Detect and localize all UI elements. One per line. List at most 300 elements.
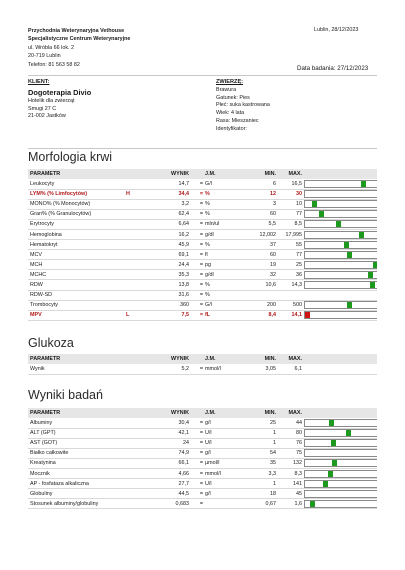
param-flag — [124, 250, 146, 260]
param-unit: mmol/l — [203, 468, 228, 478]
range-cell — [302, 290, 377, 300]
table-row — [28, 479, 377, 489]
table-row — [28, 290, 377, 300]
client-line1: Hotelik dla zwierząt — [28, 97, 75, 104]
param-max: 141 — [276, 479, 302, 489]
param-min: 3 — [228, 199, 276, 209]
param-eq: = — [189, 458, 203, 468]
table-row — [28, 179, 377, 189]
range-bar — [304, 241, 377, 249]
param-value: 24 — [146, 438, 189, 448]
param-max: 1,6 — [276, 499, 302, 509]
patient-id: Identyfikator: — [216, 125, 247, 132]
param-name: MONO% (% Monocytów) — [28, 199, 124, 209]
header-min: MIN. — [228, 408, 276, 418]
param-eq: = — [189, 468, 203, 478]
section-title-glucose: Glukoza — [28, 336, 74, 350]
param-eq: = — [189, 179, 203, 189]
range-marker — [344, 242, 349, 248]
param-value: 7,5 — [146, 310, 189, 320]
table-row — [28, 209, 377, 219]
range-bar — [304, 480, 377, 488]
param-max: 25 — [276, 260, 302, 270]
table-header-row — [28, 354, 377, 364]
param-eq: = — [189, 189, 203, 199]
param-flag — [124, 499, 146, 509]
param-unit: G/l — [203, 300, 228, 310]
range-marker — [373, 262, 378, 268]
header-result: WYNIK — [146, 169, 189, 179]
header-unit: J.M. — [203, 408, 228, 418]
range-marker — [346, 430, 351, 436]
param-flag — [124, 468, 146, 478]
range-cell — [302, 479, 377, 489]
client-header: KLIENT: — [28, 79, 50, 85]
param-value: 42,1 — [146, 428, 189, 438]
param-unit: g/l — [203, 418, 228, 428]
patient-sex: Płeć: suka kastrowana — [216, 102, 270, 109]
param-value: 34,4 — [146, 189, 189, 199]
place-date: Lublin, 28/12/2023 — [314, 27, 359, 33]
param-min: 18 — [228, 489, 276, 499]
param-eq: = — [189, 229, 203, 239]
client-block — [28, 79, 91, 121]
clinic-name: Przychodnia Weterynaryjna Vethouse — [28, 28, 125, 34]
range-marker — [368, 272, 373, 278]
param-unit: g/dl — [203, 229, 228, 239]
range-marker — [323, 481, 328, 487]
param-name: RDW — [28, 280, 124, 290]
range-bar — [304, 261, 377, 269]
param-max: 30 — [276, 189, 302, 199]
range-bar — [304, 311, 377, 319]
param-flag — [124, 219, 146, 229]
param-flag — [124, 260, 146, 270]
param-unit: g/l — [203, 489, 228, 499]
client-divider — [28, 148, 377, 149]
param-min: 10,6 — [228, 280, 276, 290]
range-cell — [302, 364, 377, 374]
header-result: WYNIK — [146, 354, 189, 364]
table-header-row — [28, 408, 377, 418]
param-unit: U/l — [203, 428, 228, 438]
header-param: PARAMETR — [28, 408, 124, 418]
header-max: MAX. — [276, 408, 302, 418]
header-eq — [189, 169, 203, 179]
param-unit: g/l — [203, 448, 228, 458]
param-unit: U/l — [203, 438, 228, 448]
param-name: AST (GOT) — [28, 438, 124, 448]
param-max: 77 — [276, 250, 302, 260]
param-name: MCV — [28, 250, 124, 260]
header-flag — [124, 169, 146, 179]
param-unit: % — [203, 209, 228, 219]
table-row — [28, 280, 377, 290]
header-max: MAX. — [276, 169, 302, 179]
range-bar — [304, 301, 377, 309]
header-eq — [189, 354, 203, 364]
table-row — [28, 310, 377, 320]
param-eq: = — [189, 489, 203, 499]
param-unit: % — [203, 199, 228, 209]
exam-date: Data badania: 27/12/2023 — [297, 65, 369, 72]
param-flag — [124, 229, 146, 239]
range-cell — [302, 428, 377, 438]
param-unit: % — [203, 290, 228, 300]
header-max: MAX. — [276, 354, 302, 364]
table-row — [28, 270, 377, 280]
range-cell — [302, 199, 377, 209]
param-value: 24,4 — [146, 260, 189, 270]
param-flag — [124, 199, 146, 209]
param-eq: = — [189, 219, 203, 229]
param-name: Leukocyty — [28, 179, 124, 189]
table-row — [28, 250, 377, 260]
range-bar — [304, 190, 377, 198]
section-title-results: Wyniki badań — [28, 388, 103, 402]
table-row — [28, 260, 377, 270]
range-bar — [304, 490, 377, 498]
param-name: Hemoglobina — [28, 229, 124, 239]
param-max: 17,995 — [276, 229, 302, 239]
range-cell — [302, 310, 377, 320]
header-range-bar — [302, 169, 377, 179]
table-row — [28, 199, 377, 209]
range-cell — [302, 280, 377, 290]
param-flag — [124, 179, 146, 189]
header-divider — [28, 75, 377, 76]
param-min: 12,002 — [228, 229, 276, 239]
range-marker — [370, 282, 375, 288]
range-marker — [347, 252, 352, 258]
param-flag — [124, 290, 146, 300]
param-name: RDW-SD — [28, 290, 124, 300]
param-eq: = — [189, 290, 203, 300]
param-name: Stosunek albuminy/globuliny — [28, 499, 124, 509]
param-unit: G/l — [203, 179, 228, 189]
range-bar — [304, 439, 377, 447]
param-flag: L — [124, 310, 146, 320]
range-bar — [304, 470, 377, 478]
param-value: 69,1 — [146, 250, 189, 260]
param-value: 62,4 — [146, 209, 189, 219]
param-flag — [124, 364, 146, 374]
range-marker — [319, 211, 324, 217]
table-row — [28, 418, 377, 428]
range-cell — [302, 179, 377, 189]
param-min: 12 — [228, 189, 276, 199]
clinic-info — [28, 27, 130, 69]
param-flag — [124, 209, 146, 219]
range-cell — [302, 489, 377, 499]
range-marker — [310, 501, 315, 507]
param-value: 14,7 — [146, 179, 189, 189]
clinic-phone: Telefon: 81 563 58 82 — [28, 61, 80, 68]
param-value: 35,3 — [146, 270, 189, 280]
param-eq: = — [189, 270, 203, 280]
param-eq: = — [189, 260, 203, 270]
range-marker — [305, 312, 310, 318]
range-cell — [302, 209, 377, 219]
param-flag — [124, 438, 146, 448]
range-bar — [304, 231, 377, 239]
range-cell — [302, 468, 377, 478]
param-eq: = — [189, 199, 203, 209]
param-unit: mmol/l — [203, 364, 228, 374]
param-min: 60 — [228, 250, 276, 260]
table-row — [28, 189, 377, 199]
table-row — [28, 240, 377, 250]
param-min: 1 — [228, 438, 276, 448]
param-max: 500 — [276, 300, 302, 310]
patient-age: Wiek: 4 lata — [216, 110, 245, 117]
param-value: 3,2 — [146, 199, 189, 209]
param-min: 35 — [228, 458, 276, 468]
param-min: 19 — [228, 260, 276, 270]
clinic-subtitle: Specjalistyczne Centrum Weterynaryjne — [28, 36, 131, 43]
param-unit: fL — [203, 310, 228, 320]
param-eq: = — [189, 499, 203, 509]
param-value: 27,7 — [146, 479, 189, 489]
param-value: 16,2 — [146, 229, 189, 239]
range-cell — [302, 250, 377, 260]
section-title-morphology: Morfologia krwi — [28, 150, 113, 164]
header-param: PARAMETR — [28, 169, 124, 179]
range-bar — [304, 180, 377, 188]
param-eq: = — [189, 448, 203, 458]
param-name: Erytrocyty — [28, 219, 124, 229]
param-unit: pg — [203, 260, 228, 270]
table-row — [28, 489, 377, 499]
header-result: WYNIK — [146, 408, 189, 418]
param-eq: = — [189, 280, 203, 290]
param-unit: % — [203, 240, 228, 250]
range-bar — [304, 210, 377, 218]
param-min: 32 — [228, 270, 276, 280]
param-max: 14,3 — [276, 280, 302, 290]
param-flag — [124, 240, 146, 250]
param-flag — [124, 280, 146, 290]
param-flag — [124, 448, 146, 458]
range-marker — [328, 471, 333, 477]
param-max: 8,5 — [276, 219, 302, 229]
param-name: MCHC — [28, 270, 124, 280]
param-unit: U/l — [203, 479, 228, 489]
param-value: 30,4 — [146, 418, 189, 428]
range-bar — [304, 459, 377, 467]
param-unit — [203, 499, 228, 509]
range-cell — [302, 270, 377, 280]
param-name: Wynik — [28, 364, 124, 374]
table-row — [28, 499, 377, 509]
param-flag — [124, 489, 146, 499]
param-name: AP - fosfataza alkaliczna — [28, 479, 124, 489]
param-min — [228, 290, 276, 300]
param-min: 6 — [228, 179, 276, 189]
range-cell — [302, 448, 377, 458]
param-min: 1 — [228, 428, 276, 438]
param-value: 4,66 — [146, 468, 189, 478]
param-flag: H — [124, 189, 146, 199]
param-unit: % — [203, 189, 228, 199]
range-marker — [361, 181, 366, 187]
table-row — [28, 364, 377, 374]
table-row — [28, 428, 377, 438]
range-bar — [304, 200, 377, 208]
param-min: 3,3 — [228, 468, 276, 478]
range-marker — [336, 221, 341, 227]
param-max: 36 — [276, 270, 302, 280]
patient-species: Gatunek: Pies — [216, 94, 250, 101]
param-name: MPV — [28, 310, 124, 320]
range-bar — [304, 281, 377, 289]
range-marker — [312, 201, 317, 207]
results-table-morphology — [28, 169, 377, 321]
range-bar — [304, 419, 377, 427]
param-flag — [124, 479, 146, 489]
patient-breed: Rasa: Mieszaniec — [216, 117, 259, 124]
param-min: 60 — [228, 209, 276, 219]
param-name: Kreatynina — [28, 458, 124, 468]
param-unit: µmol/l — [203, 458, 228, 468]
header-unit: J.M. — [203, 354, 228, 364]
param-min: 25 — [228, 418, 276, 428]
table-row — [28, 448, 377, 458]
param-name: Trombocyty — [28, 300, 124, 310]
table-row — [28, 219, 377, 229]
param-eq: = — [189, 428, 203, 438]
range-bar — [304, 220, 377, 228]
header-unit: J.M. — [203, 169, 228, 179]
param-flag — [124, 428, 146, 438]
range-bar — [304, 500, 377, 508]
header-flag — [124, 354, 146, 364]
param-eq: = — [189, 250, 203, 260]
header-min: MIN. — [228, 354, 276, 364]
param-min: 8,4 — [228, 310, 276, 320]
client-line3: 21-002 Jastków — [28, 113, 66, 120]
param-name: Mocznik — [28, 468, 124, 478]
param-eq: = — [189, 209, 203, 219]
param-flag — [124, 458, 146, 468]
table-row — [28, 458, 377, 468]
param-value: 44,5 — [146, 489, 189, 499]
param-eq: = — [189, 418, 203, 428]
range-bar — [304, 449, 377, 457]
results-table-glucose — [28, 354, 377, 375]
param-min: 5,5 — [228, 219, 276, 229]
param-max: 10 — [276, 199, 302, 209]
range-bar — [304, 271, 377, 279]
param-name: LYM% (% Limfocytów) — [28, 189, 124, 199]
patient-name: Brawura — [216, 86, 237, 93]
header-min: MIN. — [228, 169, 276, 179]
range-cell — [302, 458, 377, 468]
param-value: 6,64 — [146, 219, 189, 229]
param-value: 0,683 — [146, 499, 189, 509]
table-row — [28, 468, 377, 478]
param-flag — [124, 418, 146, 428]
param-min: 3,05 — [228, 364, 276, 374]
range-cell — [302, 499, 377, 509]
param-name: Albuminy — [28, 418, 124, 428]
range-cell — [302, 240, 377, 250]
client-line2: Smugi 27 C — [28, 105, 57, 112]
param-name: Białko całkowite — [28, 448, 124, 458]
range-cell — [302, 189, 377, 199]
param-max: 132 — [276, 458, 302, 468]
param-flag — [124, 270, 146, 280]
param-name: Gran% (% Granulocytów) — [28, 209, 124, 219]
param-max: 16,5 — [276, 179, 302, 189]
table-row — [28, 300, 377, 310]
param-value: 66,1 — [146, 458, 189, 468]
header-range-bar — [302, 408, 377, 418]
param-eq: = — [189, 240, 203, 250]
param-min: 200 — [228, 300, 276, 310]
param-eq: = — [189, 479, 203, 489]
range-marker — [329, 420, 334, 426]
param-max: 55 — [276, 240, 302, 250]
table-row — [28, 438, 377, 448]
param-name: ALT (GPT) — [28, 428, 124, 438]
param-eq: = — [189, 438, 203, 448]
results-table-results — [28, 408, 377, 509]
param-min: 1 — [228, 479, 276, 489]
param-max: 8,3 — [276, 468, 302, 478]
range-cell — [302, 260, 377, 270]
range-cell — [302, 418, 377, 428]
client-name: Dogoterapia Divio — [28, 87, 92, 97]
range-cell — [302, 438, 377, 448]
param-max: 45 — [276, 489, 302, 499]
param-value: 13,8 — [146, 280, 189, 290]
range-marker — [347, 302, 352, 308]
table-row — [28, 229, 377, 239]
param-min: 37 — [228, 240, 276, 250]
param-min: 0,67 — [228, 499, 276, 509]
param-value: 31,6 — [146, 290, 189, 300]
header-eq — [189, 408, 203, 418]
range-marker — [332, 460, 337, 466]
param-max: 77 — [276, 209, 302, 219]
param-name: Globuliny — [28, 489, 124, 499]
param-unit: % — [203, 280, 228, 290]
param-flag — [124, 300, 146, 310]
param-eq: = — [189, 364, 203, 374]
param-unit: mln/ul — [203, 219, 228, 229]
range-cell — [302, 229, 377, 239]
param-value: 5,2 — [146, 364, 189, 374]
header-range-bar — [302, 354, 377, 364]
clinic-street: ul. Wróbla 66 lok. 2 — [28, 44, 75, 51]
table-header-row — [28, 169, 377, 179]
param-max: 6,1 — [276, 364, 302, 374]
header-param: PARAMETR — [28, 354, 124, 364]
param-value: 74,9 — [146, 448, 189, 458]
range-cell — [302, 300, 377, 310]
range-cell — [302, 219, 377, 229]
param-max — [276, 290, 302, 300]
range-bar — [304, 251, 377, 259]
param-unit: g/dl — [203, 270, 228, 280]
header-flag — [124, 408, 146, 418]
param-name: MCH — [28, 260, 124, 270]
param-value: 360 — [146, 300, 189, 310]
patient-header: ZWIERZĘ: — [216, 79, 244, 85]
param-max: 44 — [276, 418, 302, 428]
patient-block — [216, 79, 270, 134]
